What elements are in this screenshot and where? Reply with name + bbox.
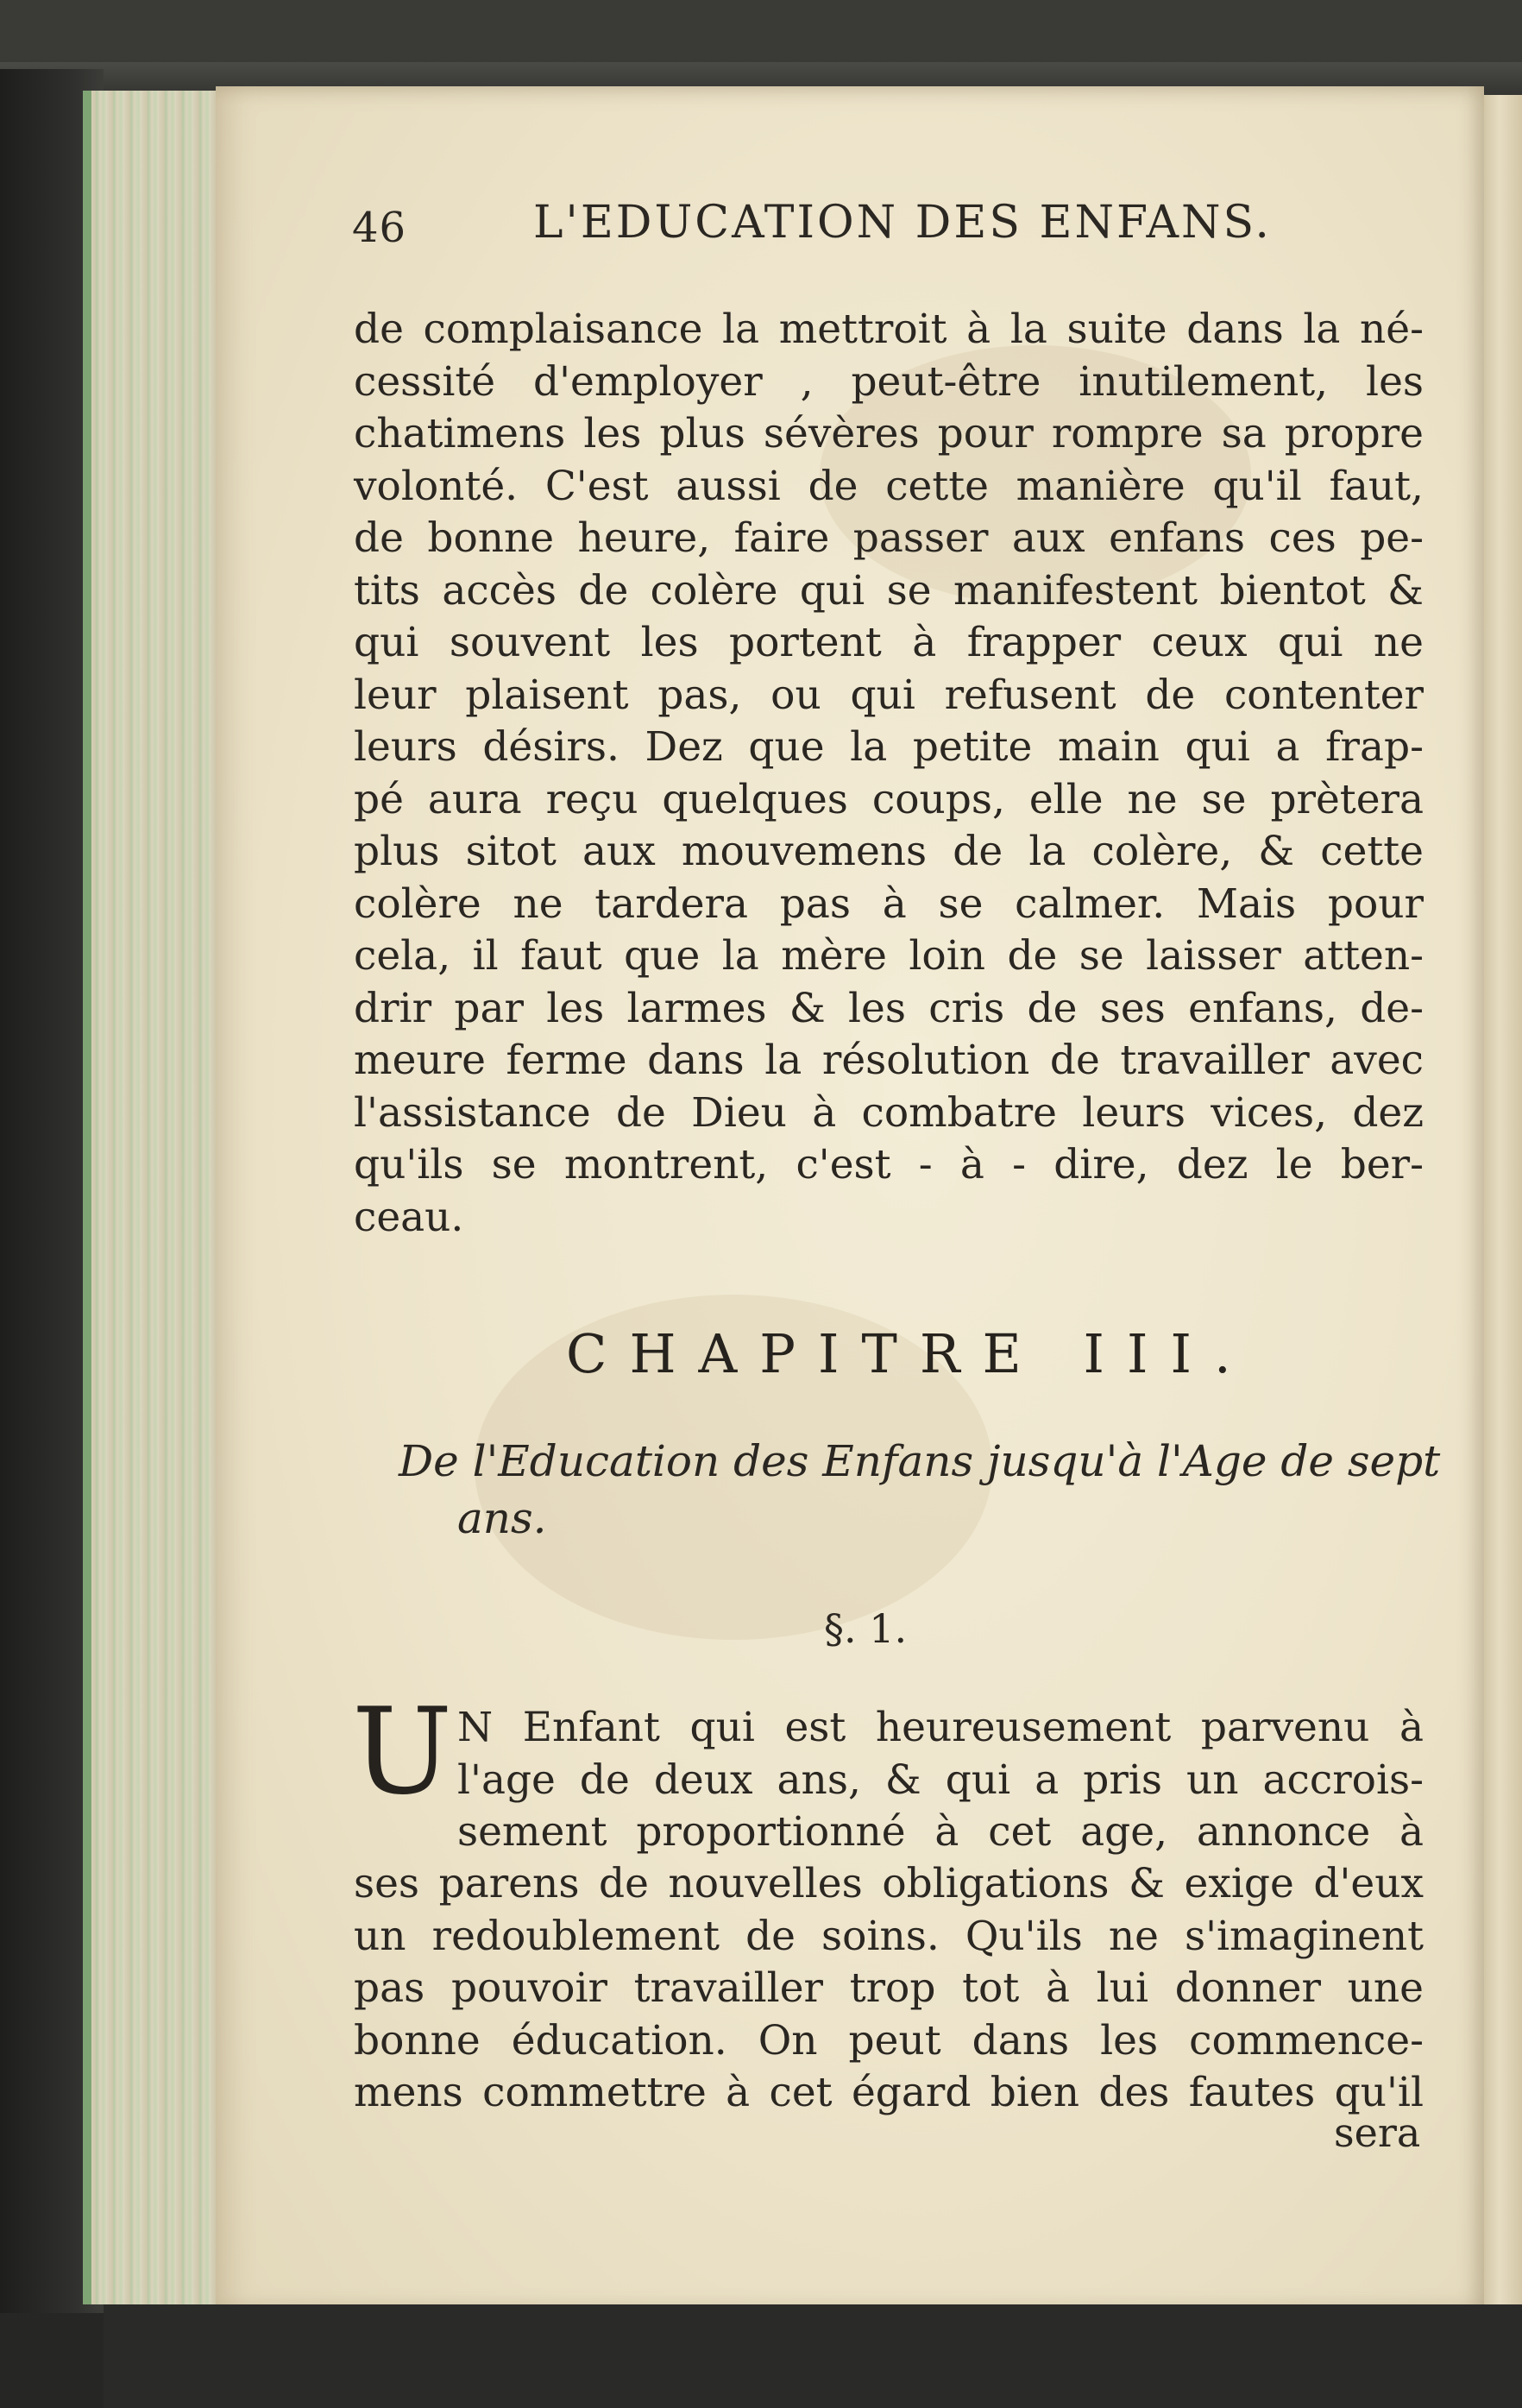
text-line: pé aura reçu quelques coups, elle ne se prètera xyxy=(354,775,1424,823)
chapter-subtitle xyxy=(399,1433,1441,1547)
drop-cap-lines xyxy=(457,1702,1424,1859)
text-line: mens commettre à cet égard bien des fautes qu'il xyxy=(354,2069,1424,2116)
paragraph-body xyxy=(354,1858,1424,2120)
text-line: drir par les larmes & les cris de ses enfans, de- xyxy=(354,984,1424,1032)
page-number: 46 xyxy=(352,204,407,252)
text-line: cela, il faut que la mère loin de se laisser atten- xyxy=(354,932,1424,980)
text-line: ceau. xyxy=(354,1193,464,1241)
bottom-background xyxy=(104,2304,1522,2408)
text-line: bonne éducation. On peut dans les commence- xyxy=(354,2016,1424,2064)
paragraph-continued xyxy=(354,304,1424,1244)
running-title: L'EDUCATION DES ENFANS. xyxy=(533,197,1272,249)
page-edges xyxy=(86,91,228,2304)
text-line: leurs désirs. Dez que la petite main qui a frap- xyxy=(354,723,1424,771)
text-line: l'assistance de Dieu à combatre leurs vices, dez xyxy=(354,1088,1424,1137)
text-line: pas pouvoir travailler trop tot à lui donner une xyxy=(354,1964,1424,2012)
catchword: sera xyxy=(1334,2109,1421,2156)
subtitle-line: De l'Education des Enfans jusqu'à l'Age de sept xyxy=(399,1436,1441,1486)
text-line: colère ne tardera pas à se calmer. Mais pour xyxy=(354,879,1424,928)
text-line: chatimens les plus sévères pour rompre sa propre xyxy=(354,410,1424,457)
subtitle-line: ans. xyxy=(457,1493,547,1543)
chapter-title: CHAPITRE III. xyxy=(566,1322,1254,1385)
text-line: volonté. C'est aussi de cette manière qu'il faut, xyxy=(354,462,1424,510)
text-line: ses parens de nouvelles obligations & exige d'eux xyxy=(354,1860,1424,1907)
text-line: plus sitot aux mouvemens de la colère, & cette xyxy=(354,828,1424,875)
text-line: de complaisance la mettroit à la suite dans la né- xyxy=(354,306,1424,353)
green-edge-strip xyxy=(83,91,91,2304)
text-line: l'age de deux ans, & qui a pris un accrois- xyxy=(457,1756,1424,1804)
text-line: meure ferme dans la résolution de travailler avec xyxy=(354,1037,1424,1084)
text-line: qu'ils se montrent, c'est - à - dire, dez le ber- xyxy=(354,1141,1424,1188)
section-mark: §. 1. xyxy=(824,1605,908,1652)
text-line: cessité d'employer , peut-être inutilement, les xyxy=(354,357,1424,406)
text-line: un redoublement de soins. Qu'ils ne s'imaginent xyxy=(354,1912,1424,1960)
text-line: de bonne heure, faire passer aux enfans ces pe- xyxy=(354,514,1424,562)
drop-cap: U xyxy=(352,1682,453,1821)
page-header xyxy=(352,197,1292,257)
text-line: leur plaisent pas, ou qui refusent de contenter xyxy=(354,671,1424,719)
text-line: sement proportionné à cet age, annonce à xyxy=(457,1808,1424,1856)
text-line: tits accès de colère qui se manifestent bientot & xyxy=(354,566,1424,615)
text-line: N Enfant qui est heureusement parvenu à xyxy=(457,1704,1424,1751)
text-line: qui souvent les portent à frapper ceux qui ne xyxy=(354,619,1424,666)
